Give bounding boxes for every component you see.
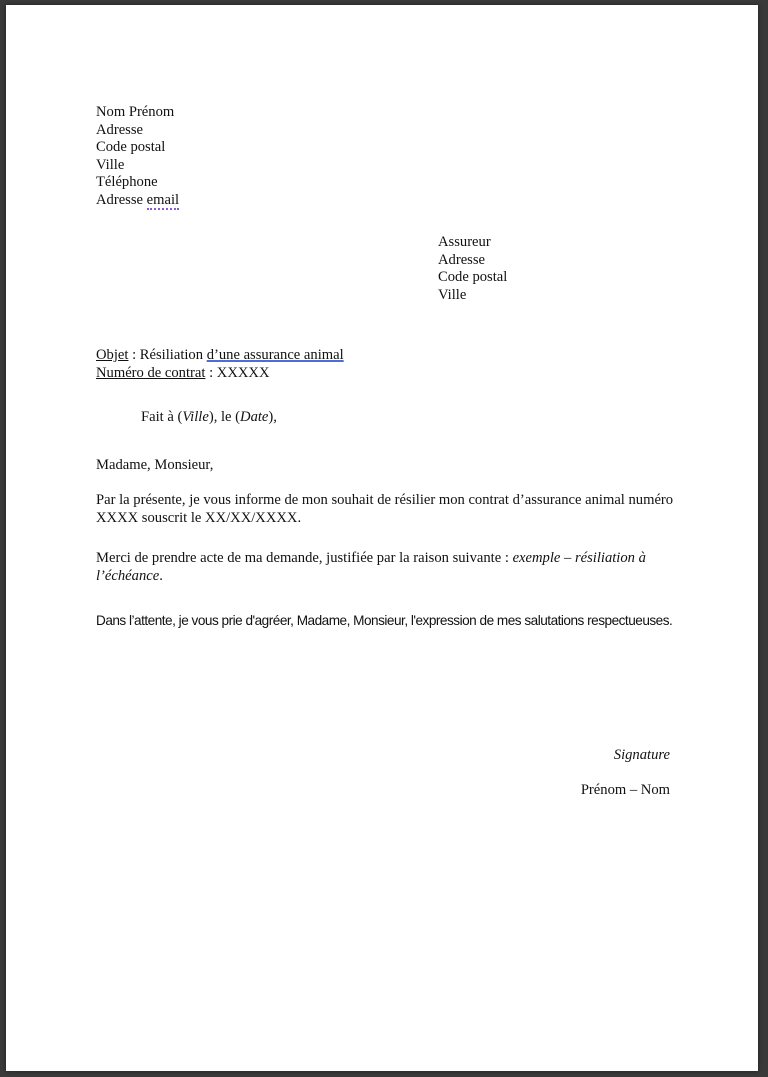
recipient-address: Adresse bbox=[438, 251, 486, 268]
place-date-t2: ), le ( bbox=[208, 409, 241, 425]
sender-email-prefix: Adresse bbox=[96, 191, 147, 208]
place-date-t1: Fait à ( bbox=[141, 409, 183, 425]
contract-label: Numéro de contrat bbox=[96, 364, 206, 381]
sender-phone: Téléphone bbox=[96, 174, 158, 191]
sender-postal-code: Code postal bbox=[96, 139, 166, 156]
subject-block bbox=[96, 347, 344, 382]
sender-city: Ville bbox=[96, 156, 125, 173]
paragraph-intent: Par la présente, je vous informe de mon souhait de résilier mon contrat d’assurance animal numéro XXXX souscrit le XX/XX/XXXX. bbox=[96, 492, 674, 526]
signer-name: Prénom – Nom bbox=[580, 782, 670, 798]
reason-end: . bbox=[159, 567, 163, 584]
salutation: Madame, Monsieur, bbox=[96, 457, 214, 473]
subject-text: d’une assurance animal bbox=[206, 347, 344, 363]
recipient-insurer: Assureur bbox=[438, 234, 491, 250]
place-date-date: Date bbox=[240, 409, 269, 425]
place-date-city: Ville bbox=[182, 409, 209, 425]
subject-line bbox=[96, 347, 344, 365]
contract-line bbox=[96, 365, 344, 383]
sender-address: Adresse bbox=[96, 121, 144, 138]
place-date-line bbox=[141, 409, 277, 427]
recipient-postal-code: Code postal bbox=[438, 269, 508, 286]
contract-sep: : bbox=[205, 364, 217, 381]
contract-value: XXXXX bbox=[216, 364, 270, 381]
subject-label: Objet bbox=[96, 347, 129, 363]
recipient-block bbox=[438, 234, 507, 304]
reason-example: exemple – résiliation à l’échéance bbox=[96, 550, 646, 584]
letter-page bbox=[6, 5, 758, 1071]
sender-email-word: email bbox=[146, 191, 180, 208]
recipient-city: Ville bbox=[438, 286, 467, 303]
sender-email bbox=[96, 192, 179, 210]
subject-sep: : Résiliation bbox=[128, 347, 207, 363]
sender-name: Nom Prénom bbox=[96, 104, 175, 120]
paragraph-reason bbox=[96, 550, 676, 585]
place-date-t3: ), bbox=[268, 409, 277, 425]
paragraph-closing: Dans l’attente, je vous prie d'agréer, Madame, Monsieur, l'expression de mes salutations respectueuses. bbox=[96, 613, 673, 628]
sender-block bbox=[96, 104, 179, 210]
signature-label bbox=[614, 747, 670, 765]
reason-text: Merci de prendre acte de ma demande, justifiée par la raison suivante : bbox=[96, 550, 513, 566]
signature-text: Signature bbox=[613, 747, 670, 763]
